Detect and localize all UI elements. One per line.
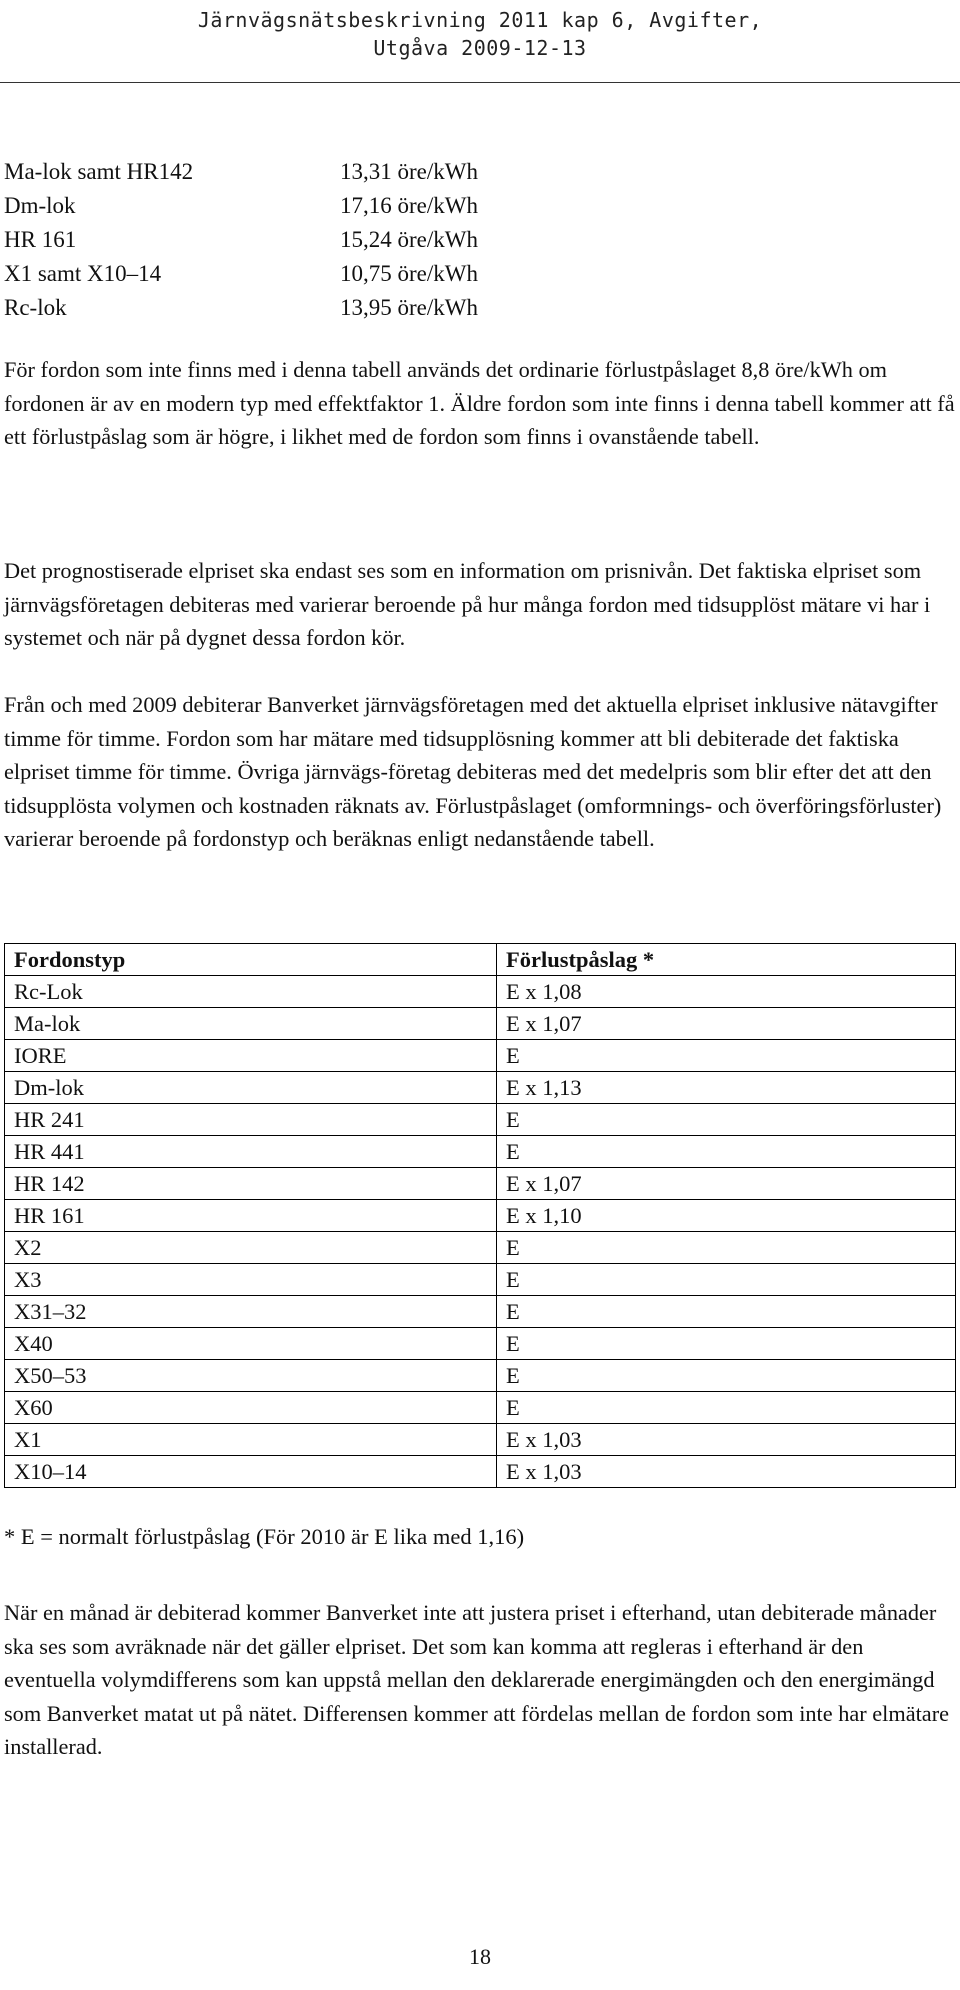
vehicle-type-cell: X10–14 [5,1456,497,1488]
rate-row [4,155,564,189]
rate-vehicle: Rc-lok [4,295,67,320]
rate-row [4,223,564,257]
page-header [0,6,960,62]
rate-vehicle: Ma-lok samt HR142 [4,159,194,184]
vehicle-type-cell: HR 441 [5,1136,497,1168]
table-row [5,1328,956,1360]
loss-rate-list [4,155,564,325]
table-row [5,1392,956,1424]
vehicle-type-cell: HR 161 [5,1200,497,1232]
paragraph-price-forecast: Det prognostiserade elpriset ska endast ses som en information om prisnivån. Det faktiska elpriset som järnvägsföretagen debiteras med varierar beroende på hur många fordon med tidsupplöst mätare vi har i systemet och när på dygnet dessa fordon kör. [4,558,931,651]
surcharge-cell: E [497,1328,956,1360]
surcharge-cell: E x 1,08 [497,976,956,1008]
vehicle-type-cell: X1 [5,1424,497,1456]
table-row [5,1296,956,1328]
rate-vehicle: HR 161 [4,227,77,252]
table-row [5,1072,956,1104]
rate-value: 10,75 öre/kWh [340,261,478,286]
paragraph-default-loss: För fordon som inte finns med i denna tabell används det ordinarie förlustpåslaget 8,8 öre/kWh om fordonen är av en modern typ med effektfaktor 1. Äldre fordon som inte finns i denna tabell kommer att få ett förlustpåslag som är högre, i likhet med de fordon som finns i ovanstående tabell. [4,357,955,450]
table-row [5,1008,956,1040]
table-row [5,1456,956,1488]
table-row [5,976,956,1008]
vehicle-type-cell: Dm-lok [5,1072,497,1104]
surcharge-cell: E [497,1040,956,1072]
table-row [5,1424,956,1456]
surcharge-cell: E [497,1232,956,1264]
table-row [5,1200,956,1232]
surcharge-cell: E [497,1392,956,1424]
header-edition: Utgåva 2009-12-13 [373,36,587,60]
vehicle-type-cell: X50–53 [5,1360,497,1392]
vehicle-type-cell: X2 [5,1232,497,1264]
column-header-vehicle-type: Fordonstyp [5,944,497,976]
table-row [5,1136,956,1168]
rate-value: 13,31 öre/kWh [340,159,478,184]
surcharge-cell: E [497,1296,956,1328]
table-row [5,1168,956,1200]
surcharge-cell: E [497,1136,956,1168]
surcharge-cell: E x 1,13 [497,1072,956,1104]
table-row [5,1104,956,1136]
vehicle-type-cell: Rc-Lok [5,976,497,1008]
rate-row [4,291,564,325]
vehicle-type-cell: HR 241 [5,1104,497,1136]
rate-row [4,189,564,223]
surcharge-cell: E [497,1104,956,1136]
column-header-surcharge: Förlustpåslag * [497,944,956,976]
table-header-row [5,944,956,976]
header-divider [0,82,960,83]
rate-value: 13,95 öre/kWh [340,295,478,320]
header-title: Järnvägsnätsbeskrivning 2011 kap 6, Avgifter, [197,8,763,32]
rate-value: 15,24 öre/kWh [340,227,478,252]
table-row [5,1264,956,1296]
surcharge-cell: E x 1,07 [497,1008,956,1040]
vehicle-type-cell: X60 [5,1392,497,1424]
surcharge-cell: E [497,1264,956,1296]
surcharge-cell: E x 1,07 [497,1168,956,1200]
loss-surcharge-table [4,943,956,1488]
page-number: 18 [469,1944,491,1969]
rate-value: 17,16 öre/kWh [340,193,478,218]
vehicle-type-cell: HR 142 [5,1168,497,1200]
vehicle-type-cell: IORE [5,1040,497,1072]
vehicle-type-cell: X31–32 [5,1296,497,1328]
vehicle-type-cell: X3 [5,1264,497,1296]
surcharge-cell: E [497,1360,956,1392]
surcharge-cell: E x 1,03 [497,1424,956,1456]
rate-vehicle: Dm-lok [4,193,76,218]
rate-row [4,257,564,291]
vehicle-type-cell: Ma-lok [5,1008,497,1040]
table-row [5,1232,956,1264]
surcharge-cell: E x 1,03 [497,1456,956,1488]
paragraph-settlement: När en månad är debiterad kommer Banverket inte att justera priset i efterhand, utan debiterade månader ska ses som avräknade när det gäller elpriset. Det som kan komma att regleras i efterhand är den eventuella volymdifferens som kan uppstå mellan den deklarerade energimängden och den energimängd som Banverket matat ut på nätet. Differensen kommer att fördelas mellan de fordon som inte har elmätare installerad. [4,1600,950,1760]
rate-vehicle: X1 samt X10–14 [4,261,162,286]
surcharge-cell: E x 1,10 [497,1200,956,1232]
paragraph-hourly-billing: Från och med 2009 debiterar Banverket järnvägsföretagen med det aktuella elpriset inklusive nätavgifter timme för timme. Fordon som har mätare med tidsupplösning kommer att bli debiterade det faktiska elpriset timme för timme. Övriga järnvägs-företag debiteras med det medelpris som blir efter det att den tidsupplösta volymen och kostnaden räknats av. Förlustpåslaget (omformnings- och överföringsförluster) varierar beroende på fordonstyp och beräknas enligt nedanstående tabell. [4,692,942,852]
table-row [5,1360,956,1392]
table-row [5,1040,956,1072]
table-footnote: * E = normalt förlustpåslag (För 2010 är E lika med 1,16) [4,1524,525,1549]
vehicle-type-cell: X40 [5,1328,497,1360]
